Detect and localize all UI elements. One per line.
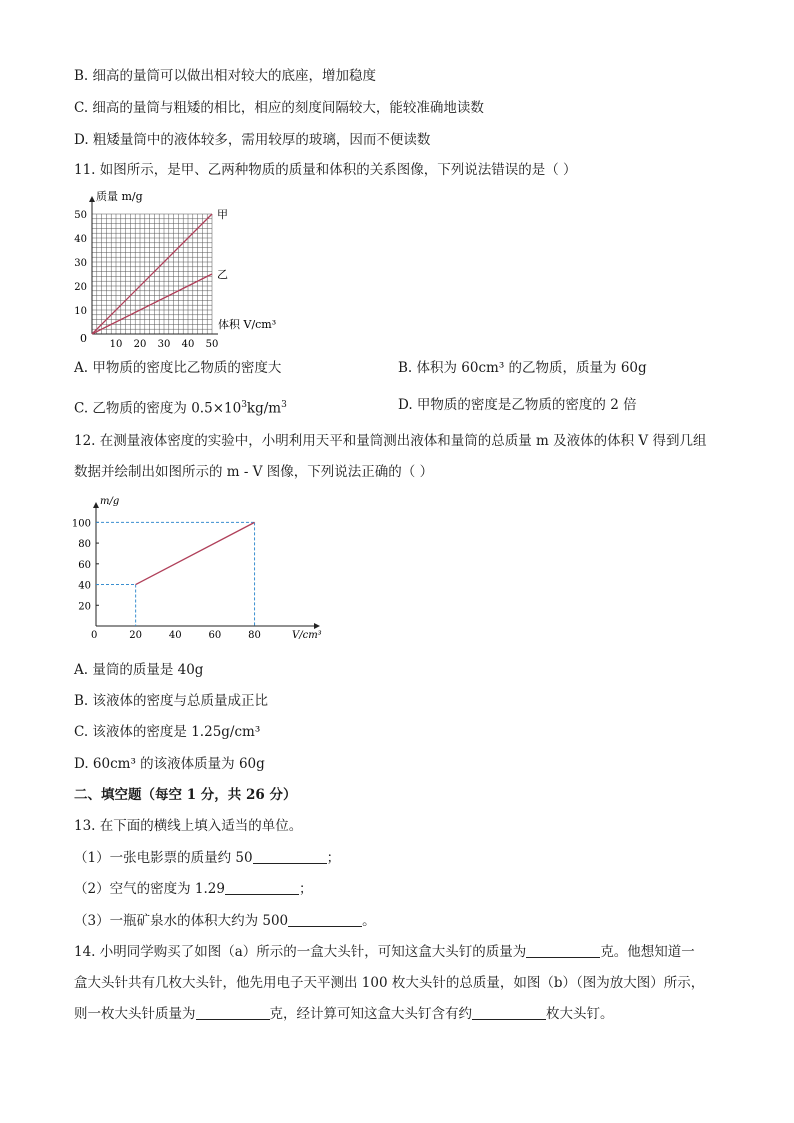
section-fill-in-title: 二、填空题（每空 1 分，共 26 分） [74, 787, 297, 803]
q10-option-b: B. 细高的量筒可以做出相对较大的底座，增加稳度 [74, 68, 377, 84]
q11-origin: 0 [80, 332, 87, 345]
q12-y-tick: 20 [78, 601, 91, 613]
q12-stem-line2: 数据并绘制出如图所示的 m - V 图像，下列说法正确的（ ） [74, 464, 434, 480]
q11-xlabel: 体积 V/cm³ [218, 318, 277, 331]
q12-chart [70, 490, 340, 650]
q11-x-tick: 20 [133, 339, 147, 350]
q12-option-d: D. 60cm³ 的该液体质量为 60g [74, 756, 265, 772]
q12-axes [93, 502, 320, 629]
q11-y-tick: 20 [74, 282, 87, 293]
q11-chart [70, 184, 300, 352]
q11-series-yi-label: 乙 [217, 268, 228, 281]
q11-y-tick: 50 [74, 210, 87, 221]
q11-stem: 11. 如图所示，是甲、乙两种物质的质量和体积的关系图像，下列说法错误的是（ ） [74, 162, 577, 178]
q11-ylabel: 质量 m/g [96, 190, 143, 203]
q11-series-jia-label: 甲 [217, 208, 228, 221]
q11-option-a: A. 甲物质的密度比乙物质的密度大 [74, 360, 282, 376]
q11-option-d: D. 甲物质的密度是乙物质的密度的 2 倍 [398, 397, 637, 413]
q12-y-tick: 80 [78, 539, 91, 551]
q13-sub3: （3）一瓶矿泉水的体积大约为 500 。 [74, 913, 376, 929]
q11-series-line-0 [92, 214, 212, 334]
q11-x-tick: 50 [205, 339, 219, 350]
q14-blank-3[interactable] [472, 1005, 546, 1020]
q12-x-tick: 20 [129, 630, 143, 641]
q12-x-arrow [314, 623, 320, 629]
q12-option-c: C. 该液体的密度是 1.25g/cm³ [74, 724, 261, 740]
q12-origin: 0 [91, 630, 98, 641]
q13-blank-1[interactable] [253, 849, 327, 864]
q11-y-arrow [89, 196, 95, 202]
q12-ylabel: m/g [100, 496, 120, 507]
q14-blank-1[interactable] [526, 943, 600, 958]
q12-x-tick: 80 [248, 630, 261, 641]
q10-option-d: D. 粗矮量筒中的液体较多，需用较厚的玻璃，因而不便读数 [74, 132, 431, 148]
q11-y-tick: 10 [74, 306, 87, 317]
q12-stem-line1: 12. 在测量液体密度的实验中，小明利用天平和量筒测出液体和量筒的总质量 m 及液体的体积 V 得到几组 [74, 433, 707, 449]
q12-y-arrow [93, 502, 99, 508]
q11-x-tick: 30 [157, 339, 171, 350]
q11-y-tick: 40 [74, 234, 87, 245]
q12-x-tick: 40 [168, 630, 182, 641]
q13-sub2: （2）空气的密度为 1.29 ； [74, 881, 313, 897]
q14-line2: 盒大头针共有几枚大头针，他先用电子天平测出 100 枚大头针的总质量，如图（b）（图为放大图）所示， [74, 975, 705, 991]
q12-y-tick: 100 [71, 518, 91, 530]
q12-option-a: A. 量筒的质量是 40g [74, 662, 204, 678]
q12-y-tick: 60 [78, 559, 91, 571]
q11-x-tick: 40 [181, 339, 195, 350]
q11-option-c: C. 乙物质的密度为 $0.5\times 10^3kg/m^3$ [74, 400, 287, 417]
q14-blank-2[interactable] [196, 1005, 270, 1020]
q13-sub1: （1）一张电影票的质量约 50 ； [74, 850, 341, 866]
q10-option-c: C. 细高的量筒与粗矮的相比，相应的刻度间隔较大，能较准确地读数 [74, 100, 484, 116]
q12-series-line [136, 522, 255, 584]
q11-y-tick: 30 [74, 258, 87, 269]
q14-line1: 14. 小明同学购买了如图（a）所示的一盒大头针，可知这盒大头钉的质量为 克。他想知道一 [74, 944, 695, 960]
q12-y-tick: 40 [78, 580, 91, 592]
q13-blank-3[interactable] [288, 912, 362, 927]
q13-blank-2[interactable] [225, 880, 299, 895]
q12-x-tick: 60 [208, 630, 222, 641]
q14-line3: 则一枚大头针质量为 克，经计算可知这盒大头钉含有约 枚大头钉。 [74, 1006, 614, 1022]
q12-option-b: B. 该液体的密度与总质量成正比 [74, 693, 269, 709]
q11-series-line-1 [92, 274, 212, 334]
q13-stem: 13. 在下面的横线上填入适当的单位。 [74, 818, 303, 834]
q11-option-b: B. 体积为 60cm³ 的乙物质，质量为 60g [398, 360, 647, 376]
q11-x-tick: 10 [109, 339, 123, 350]
q11-axes [89, 196, 218, 334]
q12-xlabel: V/cm³ [292, 630, 322, 641]
